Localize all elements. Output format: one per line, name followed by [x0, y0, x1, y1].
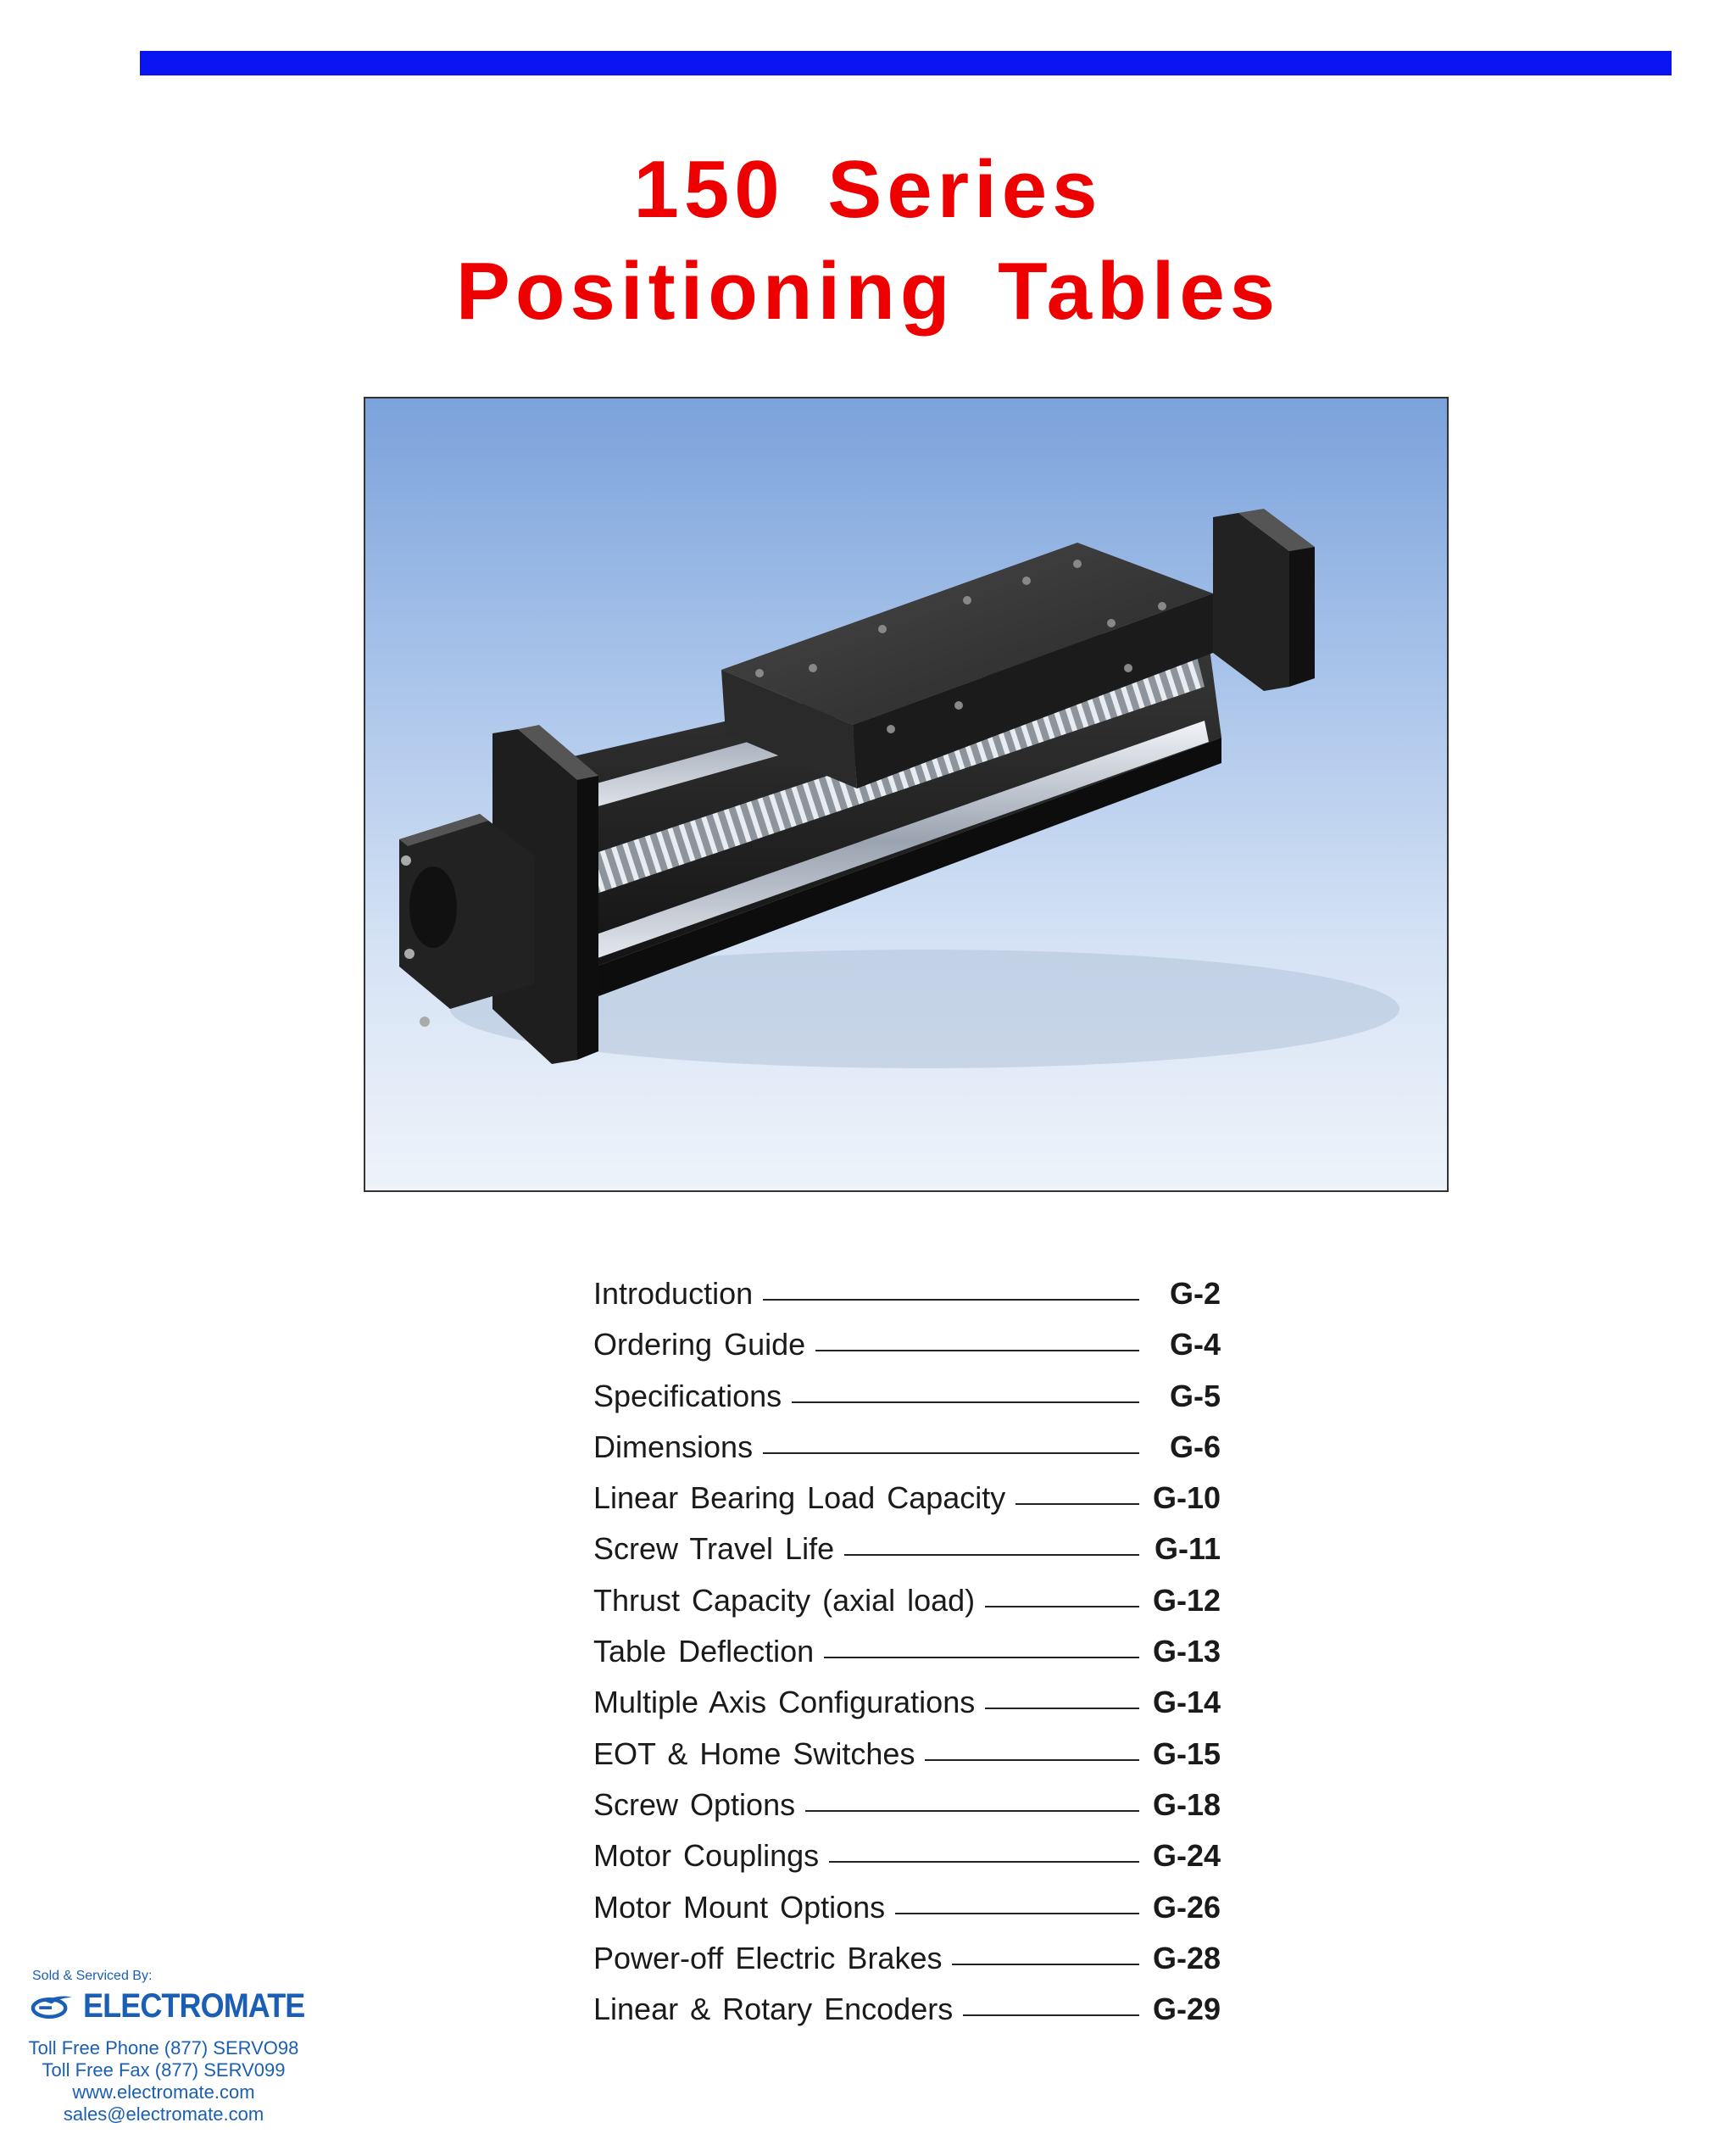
toc-leader-line: [844, 1554, 1139, 1556]
toll-free-phone: Toll Free Phone (877) SERVO98: [28, 2037, 299, 2059]
toc-entry-page: G-12: [1152, 1582, 1221, 1618]
toc-leader-line: [763, 1452, 1139, 1454]
toc-entry-label: Thrust Capacity (axial load): [593, 1582, 976, 1618]
toc-entry-label: Ordering Guide: [593, 1327, 806, 1362]
toc-leader-line: [792, 1401, 1139, 1403]
toc-entry-page: G-24: [1152, 1838, 1221, 1874]
toc-entry-label: EOT & Home Switches: [593, 1736, 915, 1771]
toc-leader-line: [805, 1810, 1139, 1812]
toc-entry[interactable]: [593, 1276, 1221, 1327]
toc-leader-line: [985, 1606, 1139, 1607]
toc-entry-page: G-18: [1152, 1786, 1221, 1822]
website-link[interactable]: www.electromate.com: [72, 2081, 255, 2103]
toc-entry-label: Linear Bearing Load Capacity: [593, 1480, 1006, 1516]
toc-leader-line: [925, 1759, 1139, 1761]
toc-entry-page: G-11: [1154, 1531, 1221, 1567]
toc-leader-line: [952, 1964, 1138, 1965]
electromate-logo-icon: [31, 1989, 75, 2025]
toc-leader-line: [829, 1861, 1139, 1863]
toc-entry[interactable]: [593, 1890, 1221, 1941]
sold-by-label: Sold & Serviced By:: [32, 1969, 153, 1983]
product-photo: [364, 397, 1449, 1192]
toc-entry[interactable]: [593, 1429, 1221, 1480]
toc-entry[interactable]: [593, 1634, 1221, 1685]
dealer-contact: [24, 2037, 303, 2126]
toc-leader-line: [824, 1657, 1139, 1658]
toc-entry-page: G-14: [1152, 1685, 1221, 1720]
toc-entry[interactable]: [593, 1685, 1221, 1736]
toc-leader-line: [895, 1913, 1139, 1914]
toc-leader-line: [1015, 1503, 1139, 1505]
toc-entry-label: Power-off Electric Brakes: [593, 1940, 943, 1975]
toc-leader-line: [763, 1299, 1139, 1301]
toc-entry-label: Linear & Rotary Encoders: [593, 1992, 954, 2027]
toc-entry-label: Multiple Axis Configurations: [593, 1685, 976, 1720]
electromate-logo: [31, 1987, 329, 2025]
toc-entry-page: G-13: [1152, 1634, 1221, 1669]
page-title-line-2: Positioning Tables: [455, 246, 1281, 337]
toc-entry[interactable]: [593, 1838, 1221, 1889]
page-title-line-1: 150 Series: [633, 144, 1103, 235]
toll-free-fax: Toll Free Fax (877) SERV099: [42, 2059, 286, 2081]
toc-entry[interactable]: [593, 1787, 1221, 1838]
toc-entry[interactable]: [593, 1327, 1221, 1378]
toc-entry-label: Screw Travel Life: [593, 1531, 835, 1567]
toc-entry-label: Specifications: [593, 1378, 782, 1413]
table-of-contents: [593, 1276, 1221, 2042]
toc-entry[interactable]: [593, 1531, 1221, 1582]
toc-leader-line: [815, 1350, 1139, 1351]
top-rule-bar: [140, 51, 1672, 75]
toc-entry-page: G-4: [1169, 1327, 1221, 1362]
toc-entry[interactable]: [593, 1480, 1221, 1531]
toc-entry-label: Introduction: [593, 1276, 754, 1311]
toc-entry[interactable]: [593, 1736, 1221, 1787]
toc-entry-page: G-2: [1169, 1276, 1221, 1311]
toc-entry[interactable]: [593, 1583, 1221, 1634]
toc-entry-label: Motor Mount Options: [593, 1889, 886, 1925]
toc-entry-page: G-28: [1152, 1940, 1221, 1975]
toc-entry-label: Screw Options: [593, 1786, 796, 1822]
toc-entry[interactable]: [593, 1941, 1221, 1992]
electromate-logo-text: ELECTROMATE: [82, 1987, 304, 2025]
toc-entry-page: G-29: [1152, 1992, 1221, 2027]
toc-entry-label: Table Deflection: [593, 1634, 815, 1669]
toc-entry-page: G-10: [1152, 1480, 1221, 1516]
positioning-table-illustration: [365, 398, 1447, 1190]
toc-entry-page: G-15: [1152, 1736, 1221, 1771]
toc-entry[interactable]: [593, 1992, 1221, 2042]
toc-entry[interactable]: [593, 1379, 1221, 1429]
toc-leader-line: [963, 2014, 1139, 2016]
toc-entry-label: Motor Couplings: [593, 1838, 820, 1874]
toc-entry-page: G-26: [1152, 1889, 1221, 1925]
dealer-block: [24, 1969, 329, 2126]
toc-entry-page: G-5: [1169, 1378, 1221, 1413]
toc-leader-line: [985, 1708, 1139, 1709]
toc-entry-label: Dimensions: [593, 1429, 754, 1464]
toc-entry-page: G-6: [1169, 1429, 1221, 1464]
email-link[interactable]: sales@electromate.com: [63, 2103, 264, 2125]
